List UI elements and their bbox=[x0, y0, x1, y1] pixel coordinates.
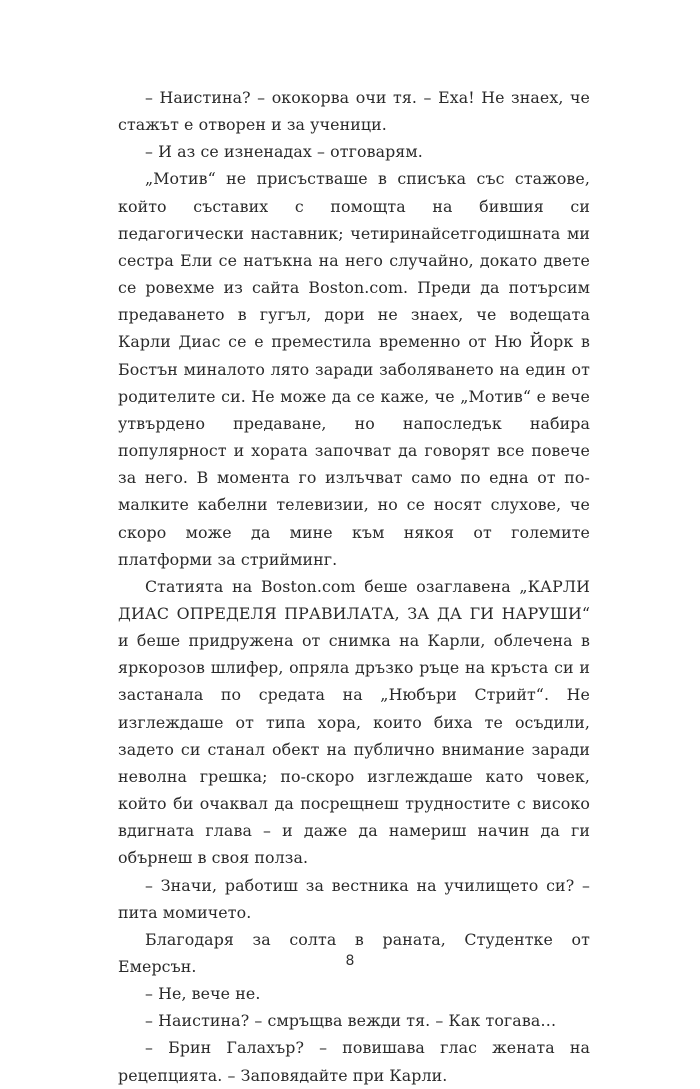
page-number: 8 bbox=[345, 953, 355, 969]
paragraph-1: – Наистина? – ококорва очи тя. – Еха! Не знаех, че стажът е отворен и за ученици. bbox=[118, 88, 590, 135]
paragraph-8: – Наистина? – смръщва вежди тя. – Как тогава… bbox=[145, 1011, 557, 1031]
paragraph-2: – И аз се изненадах – отговарям. bbox=[145, 142, 423, 162]
paragraph-7: – Не, вече не. bbox=[145, 984, 261, 1004]
page-body bbox=[118, 84, 590, 1085]
paragraph-4: Статията на Boston.com беше озаглавена „КАРЛИ ДИАС ОПРЕДЕЛЯ ПРАВИЛАТА, ЗА ДА ГИ НАРУШИ“ и беше придружена от снимка на Карли, облечена в яркорозов шлифер, опряла дръзко ръце на кръста си и застанала по средата на „Нюбъри Стрийт“. Не изглеждаше от типа хора, които биха те осъдили, задето си станал обект на публично внимание заради неволна грешка; по-скоро изглеждаше като човек, който би очаквал да посрещнеш трудностите с високо вдигната глава – и даже да намериш начин да ги обърнеш в своя полза. bbox=[118, 576, 590, 868]
paragraph-9: – Брин Галахър? – повишава глас жената на рецепцията. – Заповядайте при Карли. bbox=[118, 1038, 590, 1085]
paragraph-3: „Мотив“ не присъстваше в списъка със стажове, който съставих с помощта на бившия си педагогически наставник; четиринайсетгодишната ми сестра Ели се натъкна на него случайно, докато двете се ровехме из сайта Boston.com. Преди да потърсим предаването в гугъл, дори не знаех, че водещата Карли Диас се е преместила временно от Ню Йорк в Бостън миналото лято заради заболяването на един от родителите си. Не може да се каже, че „Мотив“ е вече утвърдено предаване, но напоследък набира популярност и хората започват да говорят все повече за него. В момента го излъчват само по една от по-малките кабелни телевизии, но се носят слухове, че скоро може да мине към някоя от големите платформи за стрийминг. bbox=[118, 169, 590, 569]
paragraph-6: Благодаря за солта в раната, Студентке от Емерсън. bbox=[118, 929, 590, 976]
paragraph-5: – Значи, работиш за вестника на училището си? – пита момичето. bbox=[118, 875, 590, 922]
